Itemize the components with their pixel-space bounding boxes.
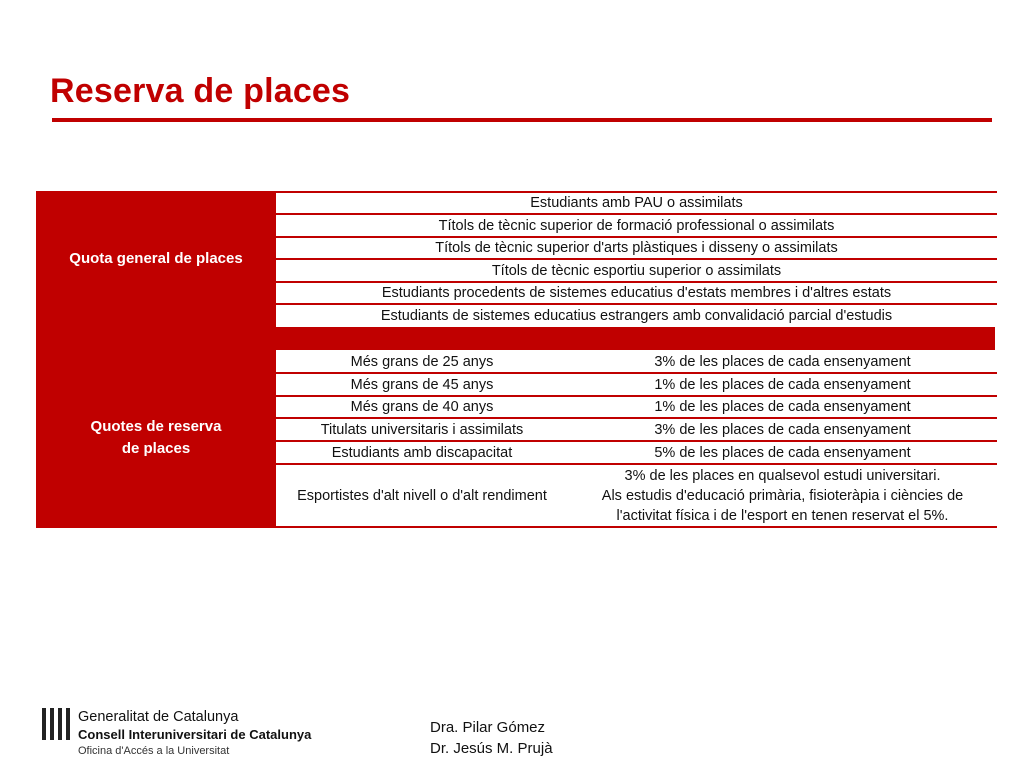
footer-org-consell: Consell Interuniversitari de Catalunya — [78, 727, 312, 742]
section-separator — [276, 327, 997, 350]
cell-quota: 1% de les places de cada ensenyament — [654, 376, 911, 393]
table-row — [276, 305, 997, 327]
title-underline — [52, 118, 992, 122]
quota-line: 3% de les places en qualsevol estudi universitari. — [624, 467, 941, 484]
table-row — [276, 283, 997, 305]
footer-author-1: Dra. Pilar Gómez — [430, 719, 546, 736]
generalitat-logo-icon — [42, 708, 70, 740]
cell-group: Esportistes d'alt nivell o d'alt rendiment — [297, 487, 547, 504]
table-row — [276, 215, 997, 238]
cell-quota: 3% de les places de cada ensenyament — [654, 354, 911, 370]
page-title: Reserva de places — [50, 72, 351, 110]
row-text: Títols de tècnic superior d'arts plàstiques i disseny o assimilats — [435, 240, 838, 256]
row-text: Estudiants de sistemes educatius estrangers amb convalidació parcial d'estudis — [380, 308, 893, 324]
cell-group: Titulats universitaris i assimilats — [320, 421, 524, 438]
group-label-reserve-line1: Quotes de reserva — [90, 418, 222, 435]
cell-group: Estudiants amb discapacitat — [331, 444, 513, 461]
quota-line: Als estudis d'educació primària, fisioteràpia i ciències de — [601, 487, 964, 504]
row-text: Títols de tècnic superior de formació professional o assimilats — [438, 217, 835, 234]
table-rows — [276, 191, 997, 528]
table-row — [276, 465, 997, 528]
cell-group: Més grans de 45 anys — [350, 376, 494, 393]
table-row — [276, 419, 997, 442]
cell-quota: 1% de les places de cada ensenyament — [654, 399, 911, 415]
group-label-reserve-line2: de places — [121, 440, 191, 457]
footer-org-generalitat: Generalitat de Catalunya — [78, 709, 239, 725]
group-label-general: Quota general de places — [69, 250, 243, 267]
row-text: Títols de tècnic esportiu superior o assimilats — [491, 262, 782, 279]
row-text: Estudiants amb PAU o assimilats — [530, 195, 743, 211]
group-label-reserve — [36, 416, 276, 460]
cell-group: Més grans de 40 anys — [350, 399, 494, 415]
places-table — [36, 191, 997, 528]
row-text: Estudiants procedents de sistemes educatius d'estats membres i d'altres estats — [381, 285, 892, 301]
group-column — [36, 191, 276, 528]
quota-line: l'activitat física i de l'esport en tenen reservat el 5%. — [616, 507, 949, 524]
table-row — [276, 397, 997, 419]
table-row — [276, 442, 997, 465]
table-row — [276, 191, 997, 215]
cell-quota: 5% de les places de cada ensenyament — [654, 444, 911, 461]
table-row — [276, 350, 997, 374]
cell-quota — [568, 466, 997, 526]
cell-group: Més grans de 25 anys — [350, 354, 494, 370]
footer-org-oficina: Oficina d'Accés a la Universitat — [78, 745, 230, 757]
table-row — [276, 260, 997, 283]
table-row — [276, 374, 997, 397]
table-row — [276, 238, 997, 260]
cell-quota: 3% de les places de cada ensenyament — [654, 421, 911, 438]
footer-author-2: Dr. Jesús M. Prujà — [430, 740, 553, 757]
